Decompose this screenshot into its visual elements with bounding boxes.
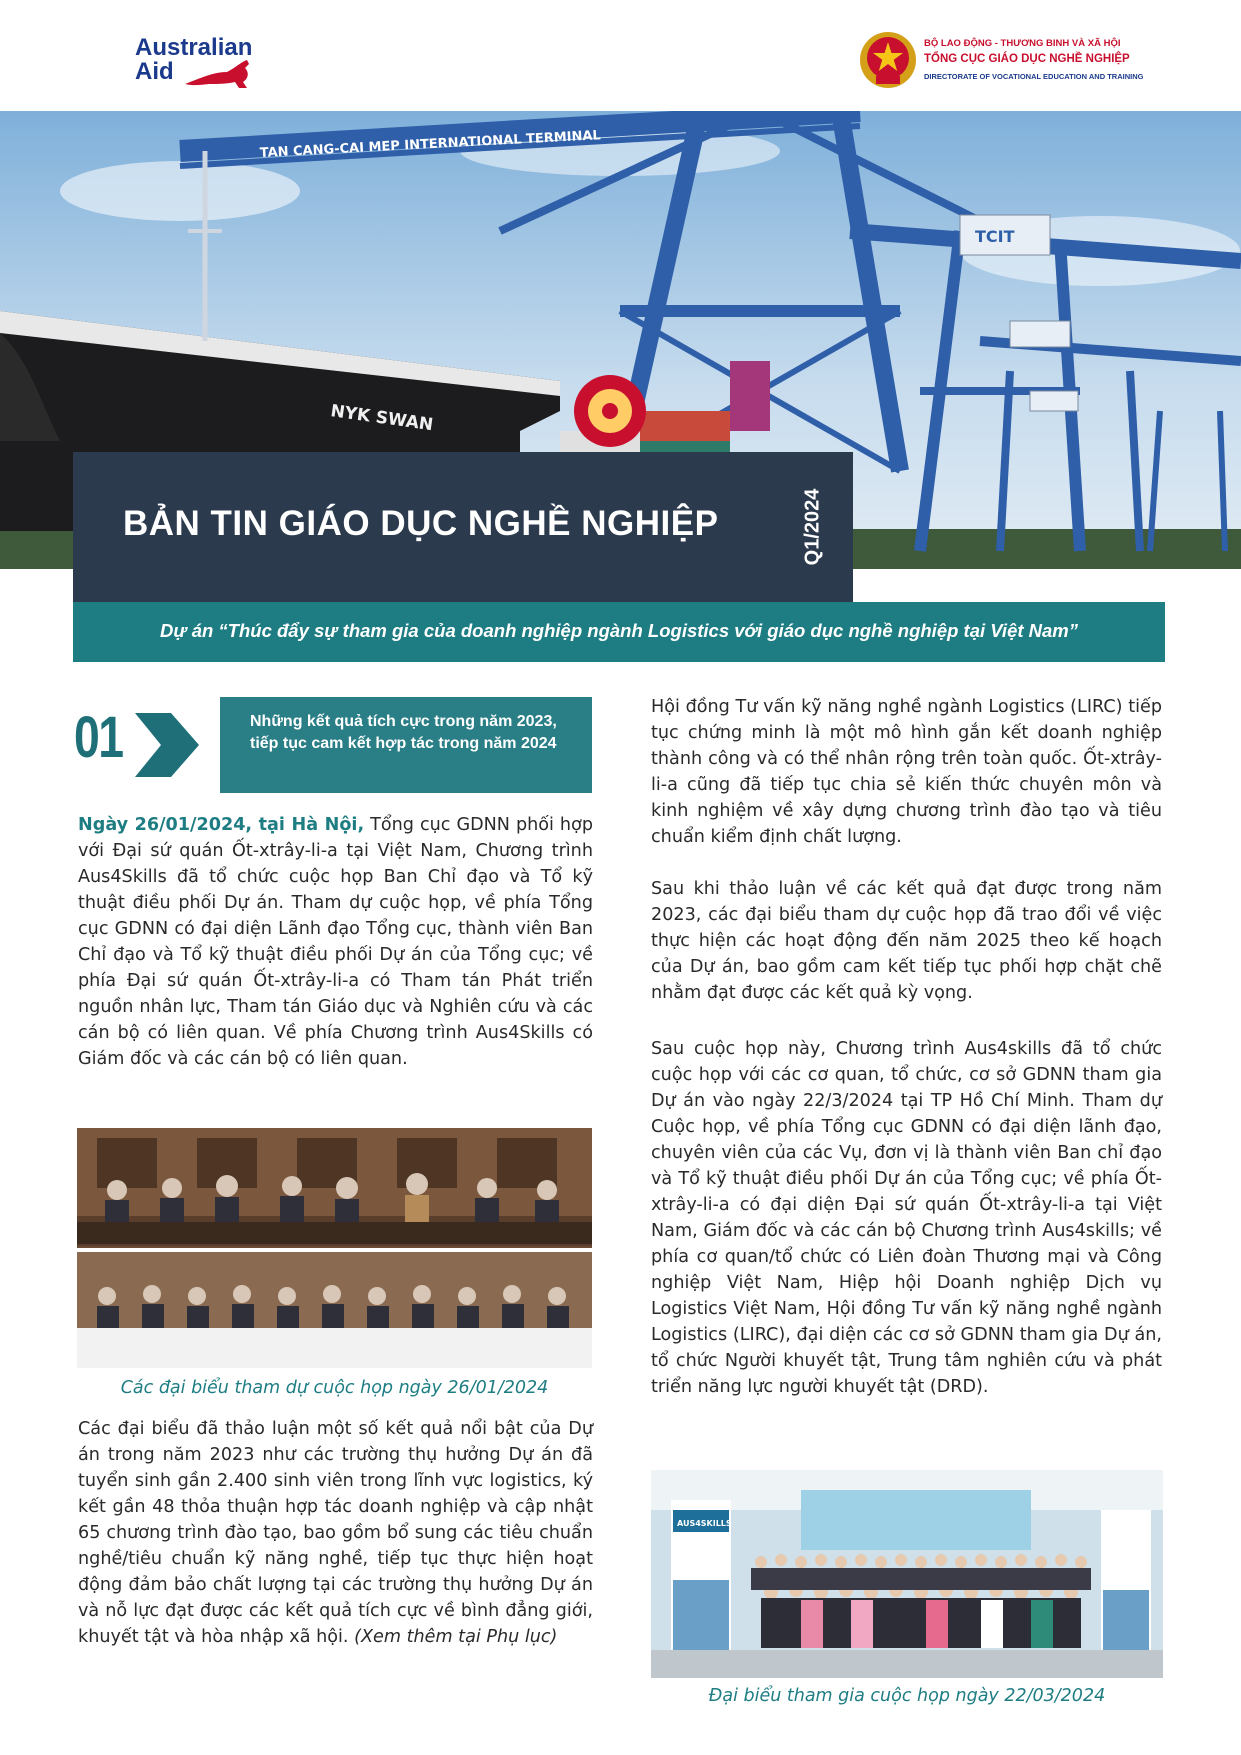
terminal-sign: TAN CANG-CAI MEP INTERNATIONAL TERMINAL — [259, 128, 602, 161]
issue-quarter: Q1/2024 — [801, 488, 824, 566]
group-photo-2 — [651, 1470, 1163, 1678]
ministry-logo — [858, 30, 1144, 100]
australian-aid-logo — [135, 36, 275, 106]
section-heading: Những kết quả tích cực trong năm 2023, tiếp tục cam kết hợp tác trong năm 2024 — [250, 713, 557, 752]
directorate-name-vi: TỔNG CỤC GIÁO DỤC NGHỀ NGHIỆP — [924, 53, 1130, 65]
project-subtitle: Dự án “Thúc đẩy sự tham gia của doanh nghiệp ngành Logistics với giáo dục nghề nghiệp tại Việt Nam” — [159, 620, 1079, 641]
right-paragraph-3: Sau cuộc họp này, Chương trình Aus4skills đã tổ chức cuộc họp với các cơ quan, tổ chức, cơ sở GDNN tham gia Dự án vào ngày 22/3/2024 tại TP Hồ Chí Minh. Tham dự Cuộc họp, về phía Tổng cục GDNN có đại diện lãnh đạo, chuyên viên của các Vụ, đơn vị là thành viên Ban chỉ đạo và Tổ kỹ thuật điều phối Dự án của Tổng cục; về phía Ốt-xtrây-li-a có đại diện Đại sứ quán Ốt-xtrây-li-a tại Việt Nam, Giám đốc và các cán bộ Chương trình Aus4skills; về phía cơ quan/tổ chức có Liên đoàn Thương mại và Công nghiệp Việt Nam, Hiệp hội Doanh nghiệp Dịch vụ Logistics Việt Nam, Hội đồng Tư vấn kỹ năng nghề ngành Logistics (LIRC), đại diện các cơ sở GDNN tham gia Dự án, tổ chức Người khuyết tật, Trung tâm nghiên cứu và phát triển năng lực người khuyết tật (DRD). — [651, 1039, 1162, 1397]
vietnam-emblem-icon — [858, 30, 918, 90]
photo-caption-2: Đại biểu tham gia cuộc họp ngày 22/03/2024 — [708, 1686, 1106, 1706]
left-paragraph-2 — [78, 1416, 593, 1650]
newsletter-title: BẢN TIN GIÁO DỤC NGHỀ NGHIỆP — [123, 504, 719, 543]
crane-sign: TCIT — [975, 227, 1015, 246]
section-number: 01 — [74, 705, 123, 770]
paragraph-text: Các đại biểu đã thảo luận một số kết quả nổi bật của Dự án trong năm 2023 như các trường thụ hưởng Dự án đã tuyển sinh gần 2.400 sinh viên trong lĩnh vực logistics, ký kết gần 48 thỏa thuận hợp tác doanh nghiệp và cập nhật 65 chương trình đào tạo, bao gồm bổ sung các tiêu chuẩn nghề/tiêu chuẩn kỹ năng nghề, tiếp tục thực hiện hoạt động đảm bảo chất lượng tại các trường thụ hưởng Dự án và nỗ lực đạt được các kết quả tích cực về bình đẳng giới, khuyết tật và hòa nhập xã hội. — [78, 1419, 593, 1647]
paragraph-text: Tổng cục GDNN phối hợp với Đại sứ quán Ốt-xtrây-li-a tại Việt Nam, Chương trình Aus4Skills đã tổ chức cuộc họp Ban Chỉ đạo và Tổ kỹ thuật điều phối Dự án. Tham dự cuộc họp, về phía Tổng cục GDNN có đại diện Lãnh đạo Tổng cục, thành viên Ban Chỉ đạo và Tổ kỹ thuật điều phối Dự án của Tổng cục; về phía Đại sứ quán Ốt-xtrây-li-a có Tham tán Phát triển nguồn nhân lực, Tham tán Giáo dục và Nghiên cứu và các cán bộ có liên quan. Về phía Chương trình Aus4Skills có Giám đốc và các cán bộ có liên quan. — [78, 815, 593, 1069]
appendix-note: (Xem thêm tại Phụ lục) — [354, 1627, 558, 1647]
chevron-right-icon — [135, 709, 201, 781]
paragraph-lead: Ngày 26/01/2024, tại Hà Nội, — [78, 815, 365, 835]
photo-caption-1: Các đại biểu tham dự cuộc họp ngày 26/01/2024 — [120, 1378, 549, 1398]
banner-text: AUS4SKILLS — [677, 1519, 732, 1528]
meeting-room-illustration — [77, 1128, 592, 1368]
right-paragraph-2: Sau khi thảo luận về các kết quả đạt được trong năm 2023, các đại biểu tham dự cuộc họp đã trao đổi về việc thực hiện các hoạt động đến năm 2025 theo kế hoạch của Dự án, bao gồm cam kết tiếp tục phối hợp chặt chẽ nhằm đạt được các kết quả kỳ vọng. — [651, 879, 1162, 1003]
aus-logo-line2: Aid — [135, 58, 174, 85]
section-heading-box — [220, 697, 592, 793]
directorate-name-en: DIRECTORATE OF VOCATIONAL EDUCATION AND TRAINING — [924, 72, 1144, 81]
masthead-title-box — [73, 452, 853, 602]
ministry-name: BỘ LAO ĐỘNG - THƯƠNG BINH VÀ XÃ HỘI — [924, 38, 1121, 49]
right-paragraph-1: Hội đồng Tư vấn kỹ năng nghề ngành Logistics (LIRC) tiếp tục chứng minh là một mô hình gắn kết doanh nghiệp thành công và có thể nhân rộng trên toàn quốc. Ốt-xtrây-li-a cũng đã tiếp tục chia sẻ kiến thức chuyên môn và kinh nghiệm về xây dựng chương trình đào tạo và tiêu chuẩn kiểm định chất lượng. — [651, 697, 1162, 847]
ship-name: NYK SWAN — [329, 401, 435, 436]
aus-logo-line1: Australian — [135, 34, 253, 61]
left-paragraph-1 — [78, 812, 593, 1072]
meeting-photo-1 — [77, 1128, 592, 1368]
group-photo-illustration — [651, 1470, 1163, 1678]
project-subtitle-bar — [73, 602, 1165, 662]
kangaroo-icon — [183, 58, 263, 92]
